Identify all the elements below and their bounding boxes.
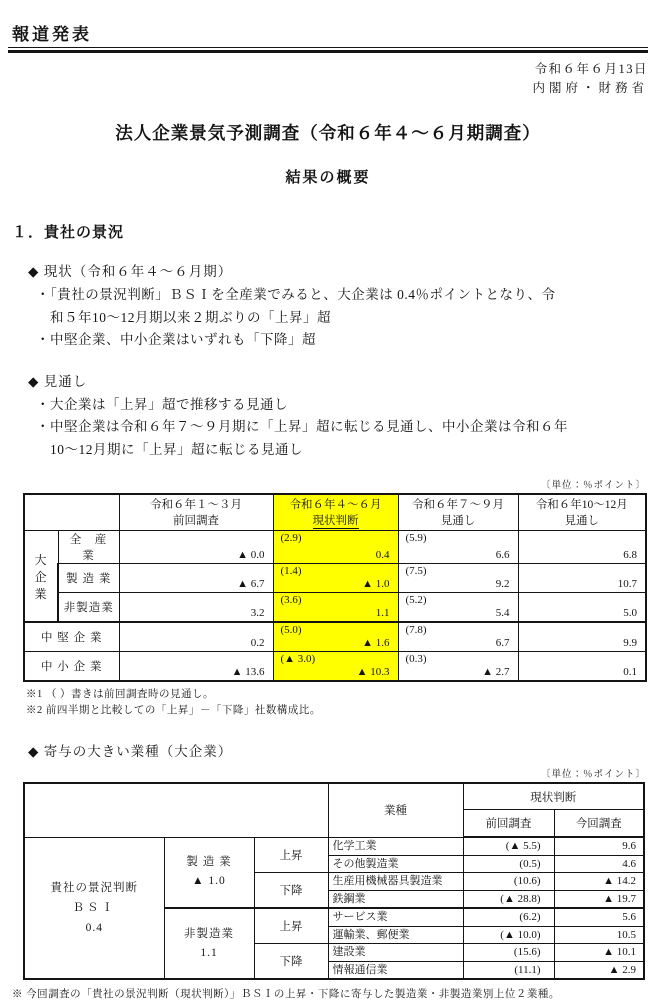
now-value-cell: 4.6 [554,855,644,873]
table-cell: (0.3) ▲ 2.7 [398,652,518,682]
now-value-cell: ▲ 14.2 [554,873,644,891]
col-header-line: 令和６年７～９月 [412,498,504,511]
prev-value-cell: (6.2) [463,908,554,926]
table-cell: ▲ 6.7 [119,564,273,593]
bullet-line: 和５年10～12月期以来２期ぶりの「上昇」超 [50,309,331,325]
bullet-line: ・「貴社の景況判断」ＢＳＩを全産業でみると、大企業は 0.4％ポイントとなり、令 [36,287,556,302]
table-cell-highlight: (2.9) 0.4 [273,531,398,564]
table-cell: 0.2 [119,622,273,652]
header-rule-thin [8,47,648,48]
row-label: 全 産 業 [58,531,119,564]
table-cell: 3.2 [119,593,273,623]
outlook-label: ◆ 見通し [28,373,88,389]
industry-cell: その他製造業 [328,855,463,873]
bsi-value: 0.4 [85,921,103,934]
col-header-outlook-q3 [398,494,518,531]
group-char: 企 [34,569,48,584]
bullet-line: ・中堅企業は令和６年７～９月期に「上昇」超に転じる見通し、中小企業は令和６年 [36,419,568,434]
bsi-summary-cell [24,837,164,979]
bullet-line: ・大企業は「上昇」超で推移する見通し [36,396,288,412]
row-label: 非製造業 [58,593,119,623]
row-group-large-enterprises [24,531,58,623]
current-status-label: ◆ 現状（令和６年４～６月期） [28,264,233,279]
industry-cell: 生産用機械器具製造業 [328,873,463,891]
group-char: 業 [34,586,48,601]
outlook-bullets [36,394,648,462]
table-cell: ▲ 0.0 [119,531,273,564]
table-cell-highlight: (5.0) ▲ 1.6 [273,622,398,652]
table-cell: 0.1 [518,652,646,682]
industry-cell: 運輸業、郵便業 [328,926,463,944]
bullet-line: 10～12月期に「上昇」超に転じる見通し [50,441,303,457]
direction-up-cell: 上昇 [254,908,328,944]
contribution-table [23,782,645,980]
now-value-cell: 5.6 [554,908,644,926]
col-header-line-underlined: 現状判断 [312,514,359,527]
press-release-page [0,20,656,1001]
unit-label: 〔単位：％ポイント〕 [540,481,646,491]
table-row-manufacturing [24,564,646,593]
group-non-manufacturing-cell [164,908,254,979]
table-cell: 9.9 [518,622,646,652]
corner-cell [24,494,119,531]
row-label: 中 堅 企 業 [24,622,119,652]
table-cell: (7.5) 9.2 [398,564,518,593]
prev-value-cell: (▲ 10.0) [463,926,554,944]
col-header-line: 令和６年４～６月 [289,498,382,511]
col-header-outlook-q4 [518,494,646,531]
group-value: ▲ 1.0 [192,875,226,888]
document-title: 法人企業景気予測調査（令和６年４～６月期調査） [115,123,541,143]
bsi-acronym: ＢＳＩ [72,901,116,914]
group-manufacturing-cell [164,837,254,908]
bsi-label: 貴社の景況判断 [50,881,138,894]
col-header-line: 令和６年１～３月 [150,498,242,511]
industry-cell: サービス業 [328,908,463,926]
table2-footnote: ※ 今回調査の「貴社の景況判断（現状判断）」ＢＳＩの上昇・下降に寄与した製造業・非製造業別上位２業種。 [12,989,560,1000]
table-cell: 6.8 [518,531,646,564]
col-header-line: 見通し [440,514,476,527]
col-header-line: 見通し [564,514,599,527]
contribution-heading: ◆ 寄与の大きい業種（大企業） [28,744,233,759]
group-name: 非製造業 [184,927,234,940]
table-cell: (5.2) 5.4 [398,593,518,623]
col-header-line: 前回調査 [173,514,219,527]
table-header-row [24,494,646,531]
row-label: 中 小 企 業 [24,652,119,682]
section1-heading: １．貴社の景況 [12,225,125,241]
prev-survey-header: 前回調査 [463,810,554,838]
prev-value-cell: (10.6) [463,873,554,891]
table-row [24,837,644,855]
bsi-summary-table [23,493,647,682]
col-header-prev [119,494,273,531]
prev-value-cell: (▲ 28.8) [463,890,554,908]
now-value-cell: ▲ 2.9 [554,961,644,979]
industry-cell: 情報通信業 [328,961,463,979]
group-name: 製 造 業 [186,856,232,869]
header-rule-thick [8,50,648,53]
prev-value-cell: (0.5) [463,855,554,873]
direction-up-cell: 上昇 [254,837,328,873]
table-header-row [24,783,644,810]
release-date: 令和６年６月13日 [534,62,648,76]
table-cell-highlight: (3.6) 1.1 [273,593,398,623]
issuing-agencies: 内閣府・財務省 [532,81,648,95]
prev-value-cell: (11.1) [463,961,554,979]
now-value-cell: 9.6 [554,837,644,855]
document-subtitle: 結果の概要 [285,170,371,186]
col-header-line: 令和６年10～12月 [535,498,628,511]
industry-cell: 化学工業 [328,837,463,855]
now-value-cell: ▲ 19.7 [554,890,644,908]
table-row-non-manufacturing [24,593,646,623]
now-survey-header: 今回調査 [554,810,644,838]
table-row-all-industries [24,531,646,564]
table-row-midsize [24,622,646,652]
industry-cell: 建設業 [328,944,463,962]
table-cell: (5.9) 6.6 [398,531,518,564]
row-label: 製 造 業 [58,564,119,593]
industry-cell: 鉄鋼業 [328,890,463,908]
direction-down-cell: 下降 [254,944,328,980]
group-value: 1.1 [200,946,218,959]
prev-value-cell: (15.6) [463,944,554,962]
footnote: ※2 前四半期と比較しての「上昇」－「下降」社数構成比。 [26,704,321,716]
masthead-label: 報道発表 [12,25,92,44]
unit-label: 〔単位：％ポイント〕 [540,770,646,780]
current-status-bullets [36,284,648,352]
date-block [8,61,648,97]
current-judgement-header: 現状判断 [463,783,644,810]
table-cell: 5.0 [518,593,646,623]
bullet-line: ・中堅企業、中小企業はいずれも「下降」超 [36,332,316,347]
table-cell-highlight: (▲ 3.0) ▲ 10.3 [273,652,398,682]
table-cell: 10.7 [518,564,646,593]
table-row-small [24,652,646,682]
table1-notes [26,687,648,718]
table-cell-highlight: (1.4) ▲ 1.0 [273,564,398,593]
prev-value-cell: (▲ 5.5) [463,837,554,855]
table-cell: ▲ 13.6 [119,652,273,682]
industry-col-header: 業種 [328,783,463,837]
footnote: ※1 （ ）書きは前回調査時の見通し。 [26,689,214,700]
table-cell: (7.8) 6.7 [398,622,518,652]
corner-cell [24,783,328,837]
now-value-cell: 10.5 [554,926,644,944]
direction-down-cell: 下降 [254,873,328,909]
group-char: 大 [34,552,48,567]
now-value-cell: ▲ 10.1 [554,944,644,962]
col-header-current [273,494,398,531]
